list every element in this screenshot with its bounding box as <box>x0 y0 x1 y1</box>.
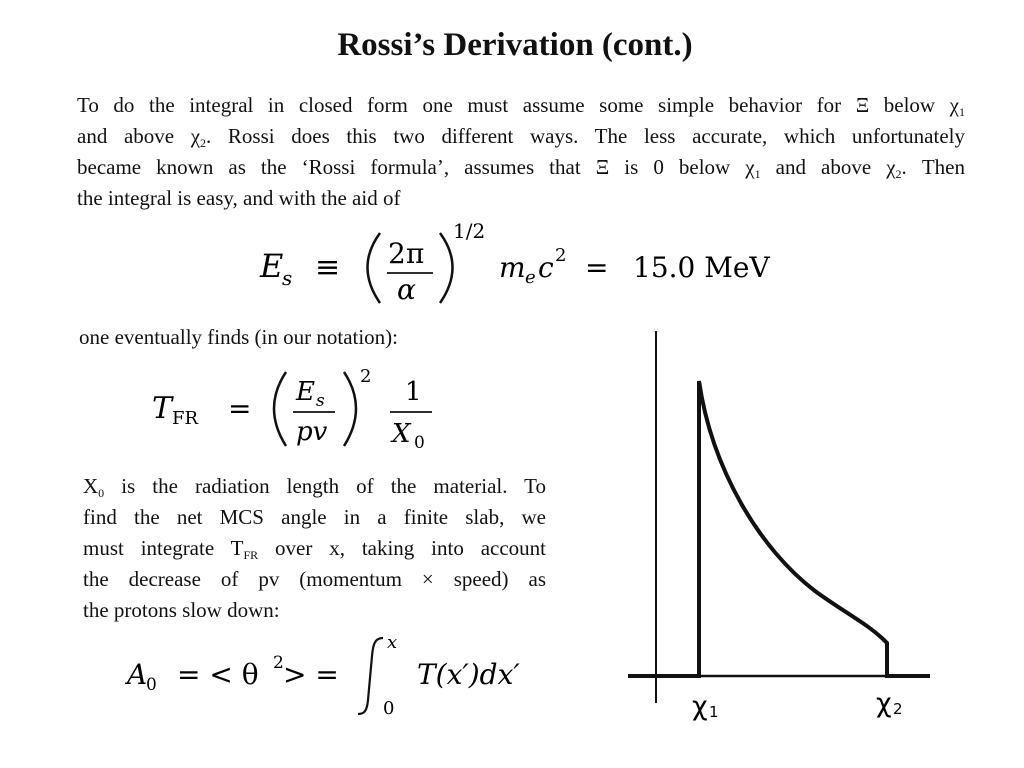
intro-line-1: To do the integral in closed form one must assume some simple behavior for Ξ below $\chi_1$ <box>77 93 965 119</box>
tfr-denominator: pv <box>296 417 328 447</box>
a0-lhs-sub: 0 <box>146 675 157 695</box>
tfr-lhs-sub: FR <box>172 408 199 429</box>
a0-upper-limit: x <box>387 632 398 653</box>
tfr-numerator: E <box>296 377 315 407</box>
es-m: m <box>499 251 526 284</box>
intro-line-3: became known as the ‘Rossi formula’, assumes that Ξ is 0 below $\chi_1$ and above $\chi_2$. Then <box>77 155 965 181</box>
tfr-num-sub: s <box>316 391 325 411</box>
slide-title: Rossi’s Derivation (cont.) <box>337 27 693 63</box>
es-equiv: ≡ <box>315 250 341 285</box>
a0-expectation: = < θ <box>177 658 259 691</box>
para2-line-5: the protons slow down: <box>83 598 280 622</box>
a0-theta-exp: 2 <box>273 653 284 673</box>
es-m-sub: e <box>525 267 536 288</box>
a0-equation <box>125 632 555 722</box>
a0-integrand: T(x′)dx′ <box>417 658 520 691</box>
a0-lower-limit: 0 <box>383 698 395 719</box>
es-lhs-sub: s <box>282 266 293 290</box>
es-equation <box>255 215 785 315</box>
tfr-left-paren <box>274 372 286 446</box>
a0-lhs: A <box>127 658 148 691</box>
para2-line-1: $X_0$ is the radiation length of the material. To <box>83 474 546 500</box>
tfr-den2-sub: 0 <box>414 433 425 453</box>
intro-line-4: the integral is easy, and with the aid of <box>77 186 401 210</box>
es-numerator: 2π <box>388 237 425 270</box>
para2-line-3: must integrate $T_{FR}$ over x, taking into account <box>83 536 546 562</box>
chi1-label: χ <box>692 691 708 722</box>
tfr-exponent: 2 <box>360 366 372 387</box>
intro-paragraph <box>77 90 965 214</box>
chi2-label: χ <box>876 688 892 719</box>
es-equals: = <box>585 251 609 284</box>
es-lhs: E <box>260 247 284 285</box>
tfr-lhs: T <box>152 391 173 426</box>
para2-line-2: find the net MCS angle in a finite slab, we <box>83 505 546 529</box>
tfr-denominator-2: X <box>392 419 411 449</box>
chi1-label-sub: 1 <box>709 703 719 721</box>
result-lead-text: one eventually finds (in our notation): <box>79 325 399 349</box>
para2-line-4: the decrease of pv (momentum × speed) as <box>83 567 546 591</box>
es-c: c <box>538 251 554 284</box>
xi-profile-graph <box>620 325 940 725</box>
tfr-equation <box>150 360 450 455</box>
es-c-exp: 2 <box>555 245 567 266</box>
es-value: 15.0 MeV <box>633 251 770 284</box>
radiation-length-paragraph <box>83 471 546 626</box>
chi2-label-sub: 2 <box>893 700 903 718</box>
tfr-right-paren <box>344 372 356 446</box>
intro-line-2: and above $\chi_2$. Rossi does this two different ways. The less accurate, which unfortunately <box>77 124 965 150</box>
a0-expectation-close: > = <box>283 658 339 691</box>
tfr-numerator-2: 1 <box>405 377 422 407</box>
es-exponent: 1/2 <box>453 219 486 243</box>
es-denominator: α <box>397 273 416 306</box>
es-right-paren <box>440 233 453 303</box>
tfr-equals: = <box>228 392 252 425</box>
xi-curve <box>628 381 930 676</box>
es-left-paren <box>368 233 381 303</box>
integral-sign <box>358 638 383 714</box>
